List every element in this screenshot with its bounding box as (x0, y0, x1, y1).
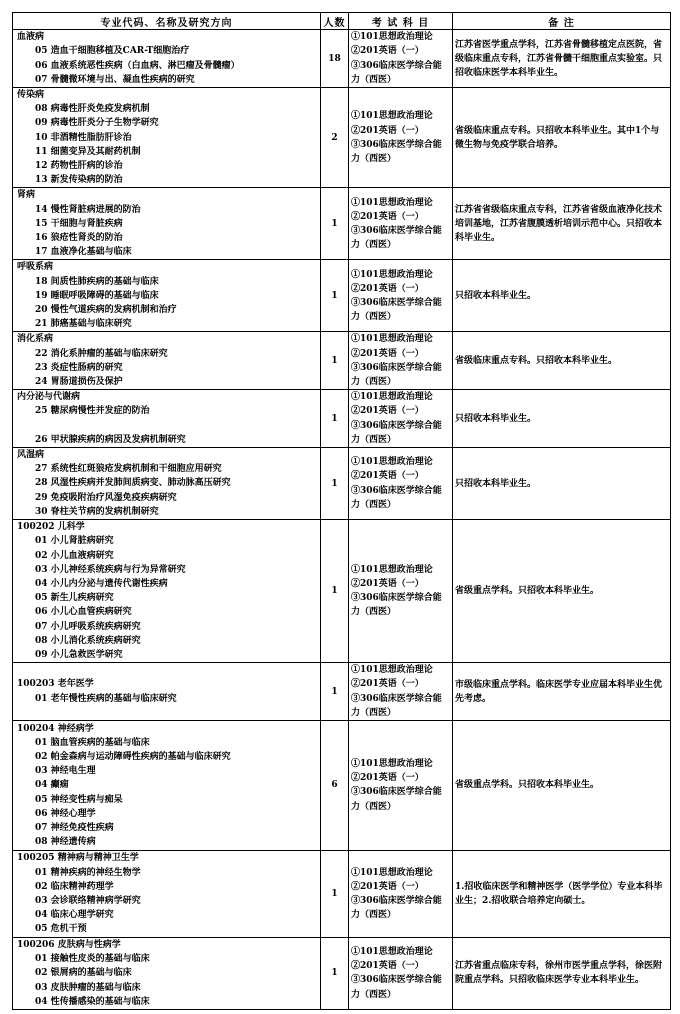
research-direction: 29 免疫吸附治疗风湿免疫疾病研究 (35, 492, 177, 503)
direction-cell (13, 720, 321, 850)
exam-subject: ③306临床医学综合能力（西医） (351, 139, 442, 164)
exam-subject: ③306临床医学综合能力（西医） (351, 975, 442, 1000)
notes-cell: 只招收本科毕业生。 (453, 260, 671, 332)
enrollment-count: 1 (321, 937, 349, 1009)
table-body (13, 30, 671, 1010)
table-header-row (13, 13, 671, 30)
table-row (13, 390, 671, 448)
discipline-heading: 100202 儿科学 (17, 522, 85, 533)
direction-cell (13, 850, 321, 937)
exam-subjects-cell (349, 390, 453, 448)
research-direction: 02 小儿血液病研究 (35, 550, 114, 561)
exam-subject: ③306临床医学综合能力（西医） (351, 362, 442, 388)
exam-subject: ①101思想政治理论 (351, 665, 433, 676)
notes-cell: 省级临床重点专科。只招收本科毕业生。 (453, 332, 671, 390)
research-direction: 06 神经心理学 (35, 808, 96, 819)
research-direction: 08 病毒性肝炎免疫发病机制 (35, 104, 150, 115)
table-row (13, 937, 671, 1009)
research-direction: 28 风湿性疾病并发肺间质病变、肺动脉高压研究 (35, 478, 231, 489)
exam-subject: ①101思想政治理论 (351, 334, 433, 345)
exam-subject: ②201英语（一） (351, 471, 424, 482)
exam-subject: ②201英语（一） (351, 679, 424, 690)
header-notes: 备 注 (453, 13, 671, 30)
discipline-heading: 呼吸系病 (17, 262, 54, 273)
table-row (13, 520, 671, 663)
research-direction: 04 性传播感染的基础与临床 (35, 996, 150, 1007)
discipline-heading: 100204 神经病学 (17, 723, 94, 734)
header-direction: 专业代码、名称及研究方向 (13, 13, 321, 30)
research-direction: 22 消化系肿瘤的基础与临床研究 (35, 348, 168, 359)
table-row (13, 720, 671, 850)
table-row (13, 188, 671, 260)
enrollment-count: 1 (321, 332, 349, 390)
research-direction: 09 小儿急救医学研究 (35, 649, 123, 660)
exam-subjects-cell (349, 663, 453, 721)
notes-cell: 只招收本科毕业生。 (453, 390, 671, 448)
research-direction: 03 会诊联络精神病学研究 (35, 895, 141, 906)
direction-cell (13, 30, 321, 88)
research-direction: 04 临床心理学研究 (35, 910, 114, 921)
direction-cell (13, 260, 321, 332)
exam-subject: ①101思想政治理论 (351, 457, 433, 468)
research-direction: 07 神经免疫性疾病 (35, 822, 114, 833)
exam-subjects-cell (349, 30, 453, 88)
research-direction: 02 临床精神药理学 (35, 881, 114, 892)
research-direction: 02 帕金森病与运动障碍性疾病的基础与临床研究 (35, 751, 231, 762)
exam-subject: ②201英语（一） (351, 125, 424, 136)
direction-cell (13, 663, 321, 721)
exam-subjects-cell (349, 720, 453, 850)
header-exams: 考 试 科 目 (349, 13, 453, 30)
research-direction: 03 神经电生理 (35, 766, 96, 777)
discipline-heading: 内分泌与代谢病 (17, 392, 81, 403)
research-direction: 04 小儿内分泌与遗传代谢性疾病 (35, 578, 168, 589)
exam-subject: ③306临床医学综合能力（西医） (351, 297, 442, 323)
research-direction (15, 419, 318, 433)
research-direction: 11 细菌变异及其耐药机制 (35, 146, 141, 157)
notes-cell: 省级重点学科。只招收本科毕业生。 (453, 720, 671, 850)
direction-cell (13, 520, 321, 663)
research-direction: 05 危机干预 (35, 924, 87, 935)
direction-cell (13, 448, 321, 520)
enrollment-count: 6 (321, 720, 349, 850)
research-direction: 20 慢性气道疾病的发病机制和治疗 (35, 305, 177, 316)
exam-subjects-cell (349, 520, 453, 663)
exam-subject: ②201英语（一） (351, 406, 424, 417)
exam-subject: ①101思想政治理论 (351, 197, 433, 208)
research-direction: 30 脊柱关节病的发病机制研究 (35, 506, 159, 517)
discipline-heading: 血液病 (17, 32, 45, 43)
research-direction: 05 新生儿疾病研究 (35, 593, 114, 604)
notes-cell: 江苏省医学重点学科，江苏省骨髓移植定点医院，省级临床重点专科，江苏省骨髓干细胞重点实验室。只招收临床医学本科毕业生。 (453, 30, 671, 88)
table-row (13, 448, 671, 520)
exam-subject: ③306临床医学综合能力（西医） (351, 225, 442, 251)
discipline-heading: 100206 皮肤病与性病学 (17, 939, 121, 950)
enrollment-count: 2 (321, 88, 349, 188)
research-direction: 18 间质性肺疾病的基础与临床 (35, 276, 159, 287)
table-row (13, 663, 671, 721)
exam-subject: ①101思想政治理论 (351, 867, 433, 878)
exam-subject: ③306临床医学综合能力（西医） (351, 693, 442, 718)
enrollment-count: 1 (321, 448, 349, 520)
enrollment-count: 1 (321, 390, 349, 448)
direction-cell (13, 188, 321, 260)
exam-subjects-cell (349, 260, 453, 332)
direction-cell (13, 390, 321, 448)
enrollment-count: 1 (321, 188, 349, 260)
research-direction: 03 皮肤肿瘤的基础与临床 (35, 982, 141, 993)
exam-subject: ③306临床医学综合能力（西医） (351, 593, 442, 618)
research-direction: 15 干细胞与肾脏疾病 (35, 218, 123, 229)
research-direction: 01 小儿肾脏病研究 (35, 536, 114, 547)
direction-cell (13, 937, 321, 1009)
exam-subject: ①101思想政治理论 (351, 111, 433, 122)
research-direction: 05 造血干细胞移植及CAR-T细胞治疗 (35, 46, 190, 57)
research-direction: 09 病毒性肝炎分子生物学研究 (35, 118, 159, 129)
exam-subjects-cell (349, 332, 453, 390)
research-direction: 17 血液净化基础与临床 (35, 247, 132, 258)
exam-subject: ②201英语（一） (351, 881, 424, 892)
enrollment-count: 1 (321, 850, 349, 937)
exam-subject: ②201英语（一） (351, 46, 424, 57)
exam-subject: ①101思想政治理论 (351, 947, 433, 958)
research-direction: 06 小儿心血管疾病研究 (35, 607, 132, 618)
direction-cell (13, 332, 321, 390)
exam-subject: ②201英语（一） (351, 578, 424, 589)
exam-subject: ①101思想政治理论 (351, 564, 433, 575)
research-direction: 19 睡眠呼吸障碍的基础与临床 (35, 290, 159, 301)
exam-subject: ①101思想政治理论 (351, 269, 433, 280)
exam-subjects-cell (349, 188, 453, 260)
table-row (13, 30, 671, 88)
research-direction: 13 新发传染病的防治 (35, 175, 123, 186)
research-direction: 03 小儿神经系统疾病与行为异常研究 (35, 564, 186, 575)
research-direction: 01 脑血管疾病的基础与临床 (35, 737, 150, 748)
research-direction: 04 癫痫 (35, 780, 69, 791)
enrollment-count: 1 (321, 663, 349, 721)
exam-subjects-cell (349, 88, 453, 188)
research-direction: 21 肺癌基础与临床研究 (35, 319, 132, 330)
discipline-heading: 风湿病 (17, 450, 45, 461)
exam-subject: ③306临床医学综合能力（西医） (351, 895, 442, 921)
discipline-heading: 传染病 (17, 90, 45, 100)
direction-cell (13, 88, 321, 188)
research-direction: 01 精神疾病的神经生物学 (35, 867, 141, 878)
notes-cell: 1.招收临床医学和精神医学（医学学位）专业本科毕业生；2.招收联合培养定向硕士。 (453, 850, 671, 937)
exam-subjects-cell (349, 937, 453, 1009)
exam-subjects-cell (349, 850, 453, 937)
notes-cell: 只招收本科毕业生。 (453, 448, 671, 520)
research-direction: 26 甲状腺疾病的病因及发病机制研究 (35, 434, 186, 445)
enrollment-count: 1 (321, 260, 349, 332)
program-table (12, 12, 671, 1010)
research-direction: 08 神经遗传病 (35, 837, 96, 848)
header-count: 人数 (321, 13, 349, 30)
research-direction: 25 糖尿病慢性并发症的防治 (35, 406, 150, 417)
exam-subject: ②201英语（一） (351, 348, 424, 359)
exam-subject: ①101思想政治理论 (351, 759, 433, 770)
exam-subject: ①101思想政治理论 (351, 32, 433, 43)
research-direction: 07 小儿呼吸系统疾病研究 (35, 621, 141, 632)
enrollment-count: 1 (321, 520, 349, 663)
discipline-heading: 消化系病 (17, 334, 54, 345)
exam-subject: ①101思想政治理论 (351, 392, 433, 403)
admissions-table-sheet (12, 12, 670, 1010)
research-direction: 10 非酒精性脂肪肝诊治 (35, 132, 132, 143)
research-direction: 08 小儿消化系统疾病研究 (35, 635, 141, 646)
table-row (13, 850, 671, 937)
research-direction: 23 炎症性肠病的研究 (35, 362, 123, 373)
discipline-heading: 100205 精神病与精神卫生学 (17, 853, 139, 864)
notes-cell: 省级临床重点专科。只招收本科毕业生。其中1个与微生物与免疫学联合培养。 (453, 88, 671, 188)
research-direction: 27 系统性红斑狼疮发病机制和干细胞应用研究 (35, 464, 222, 475)
exam-subject: ③306临床医学综合能力（西医） (351, 60, 442, 85)
research-direction: 24 胃肠道损伤及保护 (35, 377, 123, 388)
research-direction: 16 狼疮性肾炎的防治 (35, 233, 123, 244)
exam-subject: ②201英语（一） (351, 211, 424, 222)
research-direction: 07 骨髓微环境与出、凝血性疾病的研究 (35, 74, 195, 85)
discipline-heading: 100203 老年医学 (17, 679, 94, 690)
exam-subject: ②201英语（一） (351, 773, 424, 784)
exam-subject: ③306临床医学综合能力（西医） (351, 420, 442, 445)
exam-subjects-cell (349, 448, 453, 520)
notes-cell: 省级重点学科。只招收本科毕业生。 (453, 520, 671, 663)
table-row (13, 332, 671, 390)
research-direction: 12 药物性肝病的诊治 (35, 161, 123, 172)
research-direction: 06 血液系统恶性疾病（白血病、淋巴瘤及骨髓瘤） (35, 60, 240, 71)
discipline-heading: 肾病 (17, 190, 36, 201)
exam-subject: ②201英语（一） (351, 283, 424, 294)
exam-subject: ②201英语（一） (351, 961, 424, 972)
enrollment-count: 18 (321, 30, 349, 88)
table-row (13, 88, 671, 188)
research-direction: 01 老年慢性疾病的基础与临床研究 (35, 693, 177, 704)
research-direction: 02 银屑病的基础与临床 (35, 968, 132, 979)
exam-subject: ③306临床医学综合能力（西医） (351, 787, 442, 812)
research-direction: 14 慢性肾脏病进展的防治 (35, 204, 141, 215)
notes-cell: 江苏省省级临床重点专科，江苏省省级血液净化技术培训基地，江苏省腹膜透析培训示范中心。只招收本科毕业生。 (453, 188, 671, 260)
exam-subject: ③306临床医学综合能力（西医） (351, 485, 442, 510)
notes-cell: 市级临床重点学科。临床医学专业应届本科毕业生优先考虑。 (453, 663, 671, 721)
notes-cell: 江苏省重点临床专科，徐州市医学重点学科，徐医附院重点学科。只招收临床医学专业本科毕业生。 (453, 937, 671, 1009)
table-row (13, 260, 671, 332)
research-direction: 01 接触性皮炎的基础与临床 (35, 954, 150, 965)
research-direction: 05 神经变性病与痴呆 (35, 794, 123, 805)
